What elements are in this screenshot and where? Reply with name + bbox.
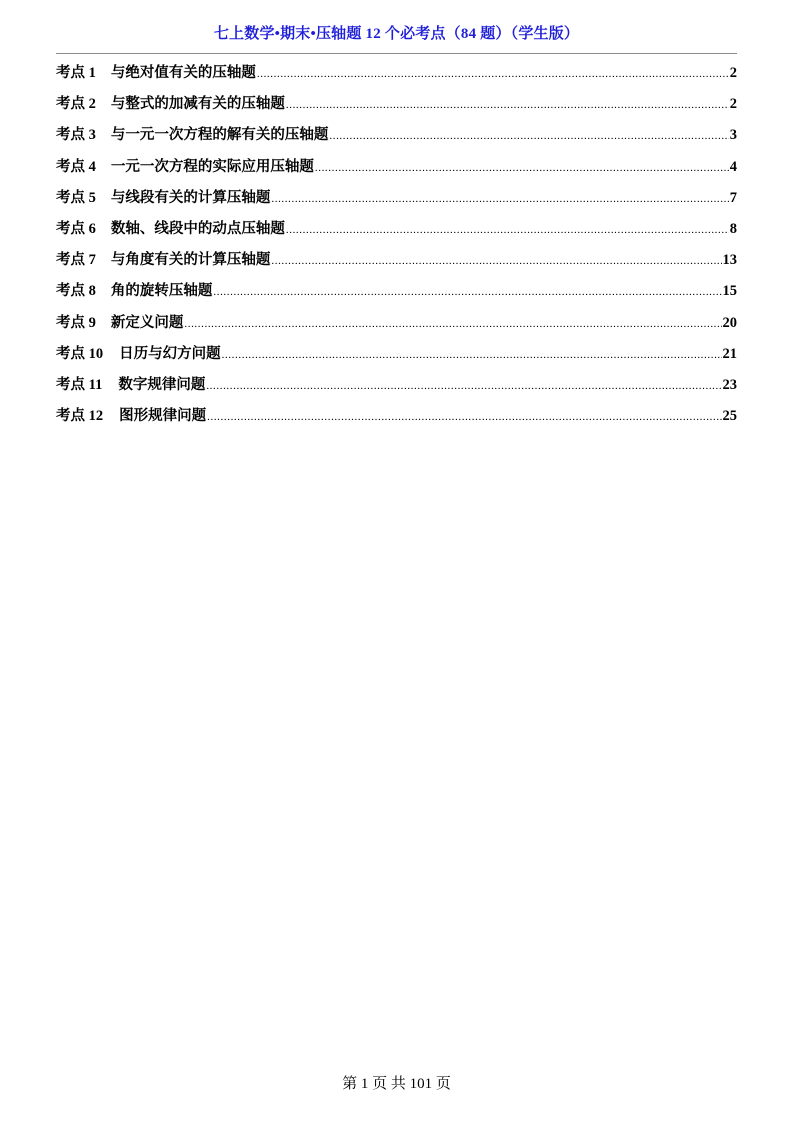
toc-entry-3[interactable] [56,122,737,153]
toc-leader-dots [329,123,728,149]
toc-leader-dots [222,342,722,368]
toc-entry-title: 日历与幻方问题 [119,345,221,362]
toc-entry-number: 考点 12 [56,408,104,425]
toc-entry-page: 13 [722,252,737,269]
toc-leader-dots [257,61,729,87]
toc-entry-page: 2 [729,96,737,113]
toc-entry-number: 考点 1 [56,65,96,81]
toc-entry-2[interactable] [56,91,737,122]
toc-entry-title: 与整式的加减有关的压轴题 [110,96,285,113]
toc-entry-number: 考点 5 [56,189,96,206]
toc-entry-title: 数字规律问题 [118,376,206,393]
toc-entry-page: 8 [729,220,737,237]
toc-entry-title: 与绝对值有关的压轴题 [110,65,256,81]
toc-entry-number: 考点 6 [56,220,96,237]
toc-entry-12[interactable] [56,403,737,434]
page-footer: 第 1 页 共 101 页 [342,1076,451,1092]
toc-entry-number: 考点 11 [56,376,103,393]
toc-entry-title: 与一元一次方程的解有关的压轴题 [110,127,329,144]
toc-entry-number: 考点 10 [56,345,104,362]
toc-entry-6[interactable] [56,216,737,247]
toc-entry-page: 15 [722,283,737,300]
toc-entry-title: 新定义问题 [110,314,184,331]
toc-entry-number: 考点 7 [56,252,96,269]
toc-entry-title: 图形规律问题 [119,408,207,425]
toc-leader-dots [206,373,721,399]
toc-entry-8[interactable] [56,278,737,309]
toc-entry-title: 与角度有关的计算压轴题 [110,252,271,269]
toc-entry-5[interactable] [56,185,737,216]
toc-entry-number: 考点 4 [56,158,96,175]
toc-leader-dots [184,311,721,337]
toc-entry-number: 考点 9 [56,314,96,331]
toc-entry-page: 3 [729,127,737,144]
toc-entry-title: 与线段有关的计算压轴题 [110,189,271,206]
toc-entry-title: 角的旋转压轴题 [110,283,213,300]
toc-leader-dots [286,217,729,243]
toc-leader-dots [213,279,721,305]
table-of-contents [56,60,737,434]
toc-entry-11[interactable] [56,372,737,403]
toc-leader-dots [286,92,729,118]
toc-leader-dots [271,248,721,274]
toc-entry-page: 21 [722,345,737,362]
toc-entry-number: 考点 3 [56,127,96,144]
toc-leader-dots [271,186,728,212]
toc-leader-dots [207,404,721,430]
toc-entry-4[interactable] [56,154,737,185]
toc-leader-dots [315,155,729,181]
toc-entry-title: 一元一次方程的实际应用压轴题 [110,158,314,175]
header-divider [56,53,737,54]
toc-entry-page: 2 [729,65,737,81]
toc-entry-title: 数轴、线段中的动点压轴题 [110,220,285,237]
toc-entry-1[interactable] [56,60,737,91]
toc-entry-7[interactable] [56,247,737,278]
toc-entry-page: 23 [722,376,737,393]
toc-entry-page: 4 [729,158,737,175]
toc-entry-number: 考点 8 [56,283,96,300]
toc-entry-page: 20 [722,314,737,331]
toc-entry-10[interactable] [56,341,737,372]
document-title: 七上数学•期末•压轴题 12 个必考点（84 题）（学生版） [213,26,580,42]
toc-entry-page: 7 [729,189,737,206]
toc-entry-9[interactable] [56,310,737,341]
toc-entry-number: 考点 2 [56,96,96,113]
toc-entry-page: 25 [722,408,737,425]
